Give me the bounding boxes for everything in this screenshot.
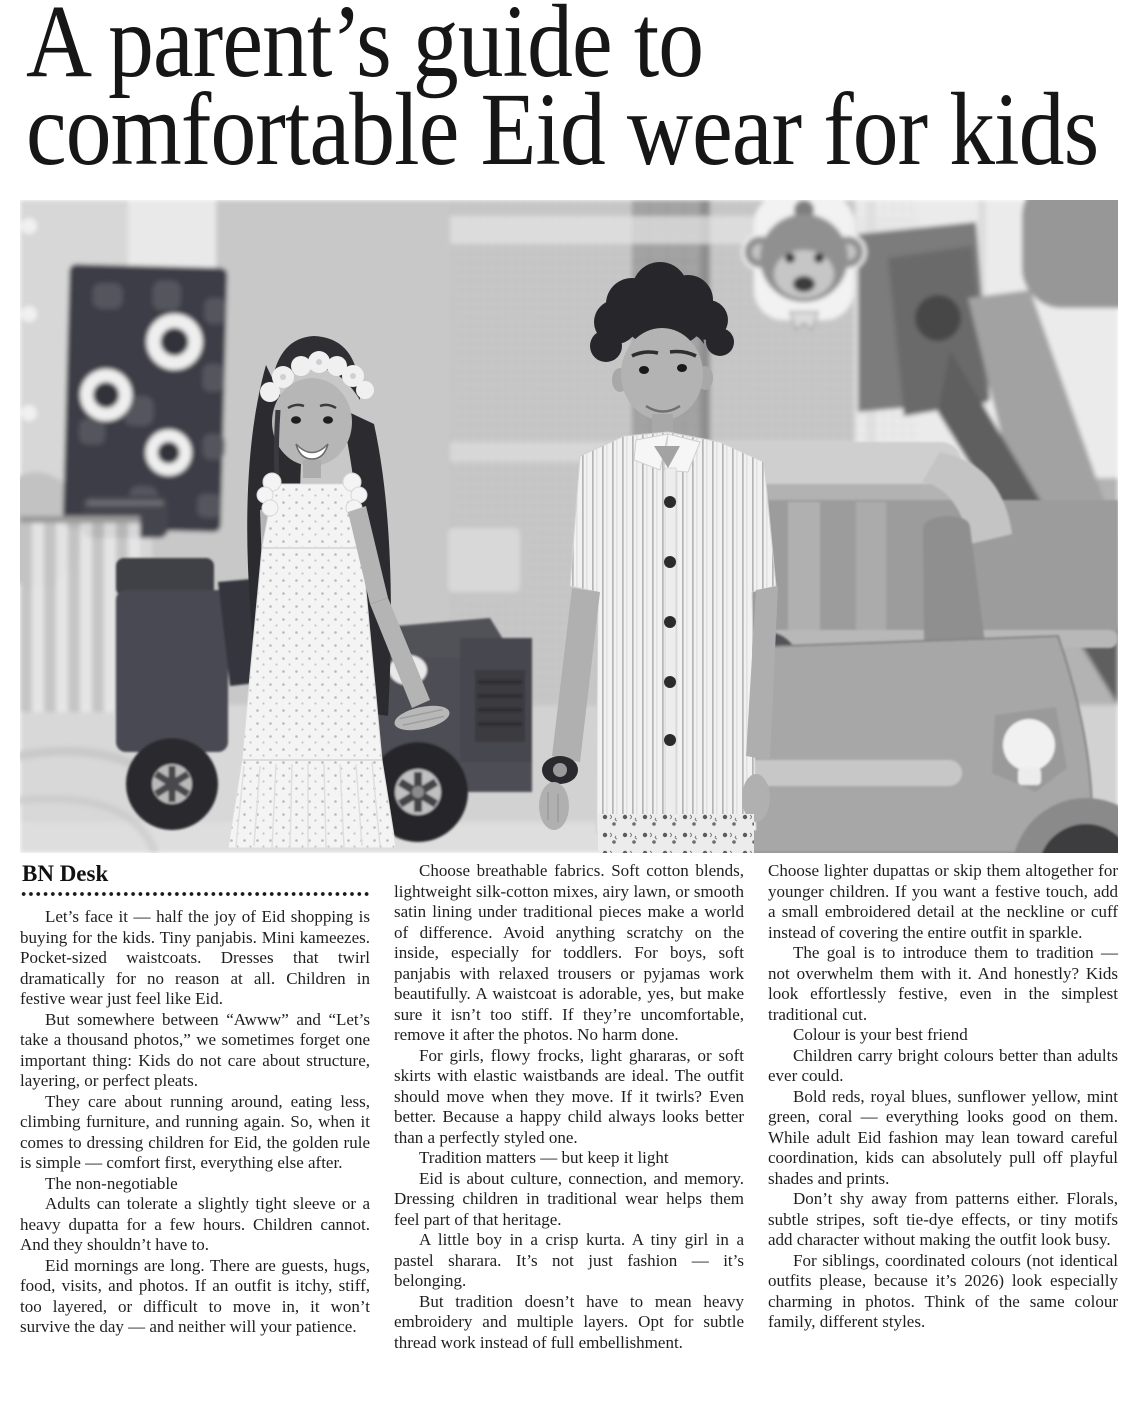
activity-board	[63, 264, 230, 532]
article-photo	[20, 200, 1118, 853]
article-paragraph: For girls, flowy frocks, light ghararas, or soft skirts with elastic waistbands are ideal. The outfit should move when they move. If it twirls? Even better. Because a happy child always looks better than a perfectly styled one.	[394, 1045, 744, 1147]
article-paragraph: Eid mornings are long. There are guests, hugs, food, visits, and photos. If an outfit is itchy, stiff, too layered, or difficult to move in, it won’t survive the day — and neither will your patience.	[20, 1255, 370, 1336]
article-paragraph: But somewhere between “Awww” and “Let’s take a thousand photos,” we sometimes forget one important thing: Kids do not care about structure, layering, or perfect pleats.	[20, 1009, 370, 1090]
article-paragraph: Adults can tolerate a slightly tight sleeve or a heavy dupatta for a few hours. Children cannot. And they shouldn’t have to.	[20, 1194, 370, 1254]
article-paragraph: Don’t shy away from patterns either. Florals, subtle stripes, soft tie-dye effects, or tiny motifs add character without making the outfit look busy.	[768, 1189, 1118, 1249]
article-paragraph: Children carry bright colours better than adults ever could.	[768, 1045, 1118, 1085]
headline-line-2: comfortable Eid wear for kids	[26, 72, 1099, 187]
article-paragraph: Choose breathable fabrics. Soft cotton blends, lightweight silk-cotton mixes, airy lawn, or smooth satin lining under traditional pieces make a world of difference. Avoid anything scratchy on the inside, especially for toddlers. For boys, soft panjabis with relaxed trousers or pyjamas work beautifully. A waistcoat is adorable, yes, but make sure it isn’t too stiff. If they’re uncomfortable, remove it after the photos. No harm done.	[394, 861, 744, 1044]
column-3-paragraphs	[768, 861, 1118, 1333]
article-paragraph: They care about running around, eating less, climbing furniture, and running again. So, when it comes to dressing children for Eid, the golden rule is simple — comfort first, everything else after.	[20, 1091, 370, 1172]
article-column-3	[768, 861, 1118, 1353]
article-paragraph: Bold reds, royal blues, sunflower yellow, mint green, coral — everything looks good on them. While adult Eid fashion may lean toward careful coordination, kids can absolutely pull off playful shades and prints.	[768, 1086, 1118, 1188]
headline-line-1: A parent’s guide to	[26, 0, 704, 99]
article-body	[20, 861, 1118, 1353]
article-paragraph: Choose lighter dupattas or skip them altogether for younger children. If you want a festive touch, add a small embroidered detail at the neckline or cuff instead of covering the entire outfit in sparkle.	[768, 861, 1118, 942]
column-1-paragraphs	[20, 907, 370, 1338]
article-paragraph: But tradition doesn’t have to mean heavy embroidery and multiple layers. Opt for subtle thread work instead of full embellishment.	[394, 1291, 744, 1352]
page-title	[26, 0, 1099, 187]
article-paragraph: Eid is about culture, connection, and memory. Dressing children in traditional wear helps them feel part of that heritage.	[394, 1168, 744, 1229]
byline: BN Desk	[22, 861, 109, 886]
dotted-divider	[20, 891, 370, 897]
article-column-1	[20, 861, 370, 1353]
article-paragraph: The goal is to introduce them to tradition — not overwhelm them with it. And honestly? Kids look effortlessly festive, even in the simplest traditional cut.	[768, 943, 1118, 1024]
column-2-paragraphs	[394, 861, 744, 1353]
article-paragraph: Let’s face it — half the joy of Eid shopping is buying for the kids. Tiny panjabis. Mini kameezes. Pocket-sized waistcoats. Dresses that twirl dramatically for no reason at all. Children in festive wear just feel like Eid.	[20, 907, 370, 1008]
article-paragraph: Tradition matters — but keep it light	[419, 1148, 669, 1167]
article-paragraph: The non-negotiable	[45, 1173, 178, 1193]
article-paragraph: A little boy in a crisp kurta. A tiny girl in a pastel sharara. It’s not just fashion — it’s belonging.	[394, 1230, 744, 1290]
article-column-2	[394, 861, 744, 1353]
article-paragraph: Colour is your best friend	[793, 1025, 968, 1044]
article-paragraph: For siblings, coordinated colours (not identical outfits please, because it’s 2026) look especially charming in photos. Think of the same colour family, different styles.	[768, 1250, 1118, 1331]
